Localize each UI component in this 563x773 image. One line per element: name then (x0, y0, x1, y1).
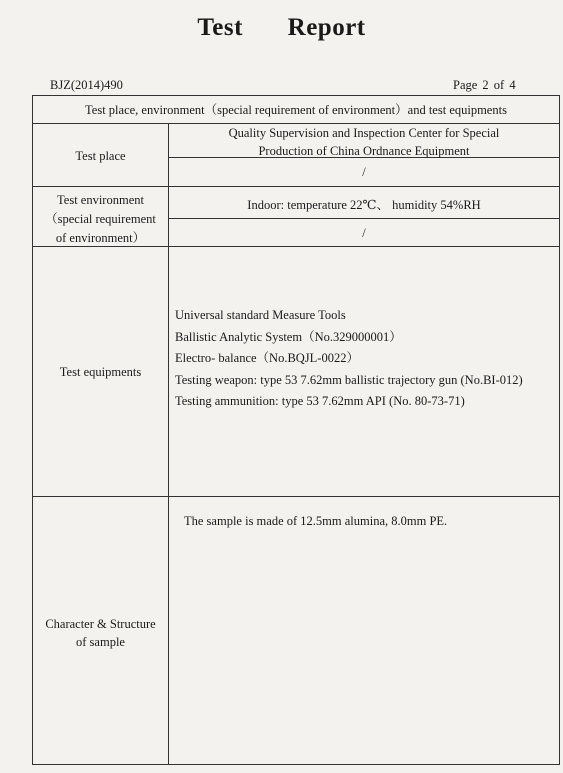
test-place-sub-value: / (362, 165, 366, 179)
test-place-value: Quality Supervision and Inspection Center for Special Production of China Ordnance Equipment (228, 126, 500, 158)
section-header: Test place, environment（special requirement of environment）and test equipments (85, 103, 507, 117)
row-divider (33, 186, 559, 187)
reference-number: BJZ(2014)490 (50, 78, 123, 92)
character-structure-label: Character & Structure of sample (45, 617, 156, 649)
list-item: Ballistic Analytic System（No.329000001） (175, 329, 402, 344)
test-equipments-label: Test equipments (59, 365, 142, 379)
row-divider (33, 496, 559, 497)
report-title: Test Report (197, 14, 366, 41)
sub-row-divider (168, 218, 559, 219)
character-structure-value: The sample is made of 12.5mm alumina, 8.0mm PE. (184, 514, 448, 528)
report-table (32, 95, 560, 765)
list-item: Electro- balance（No.BQJL-0022） (175, 351, 359, 365)
column-divider (168, 123, 169, 764)
test-environment-value: Indoor: temperature 22℃、 humidity 54%RH (247, 198, 481, 212)
test-environment-sub-value: / (362, 226, 366, 240)
test-environment-label: Test environment （special requirement of environment） (45, 193, 156, 245)
list-item: Universal standard Measure Tools (175, 308, 346, 322)
test-place-label: Test place (75, 149, 126, 163)
list-item: Testing ammunition: type 53 7.62mm API (No. 80-73-71) (175, 394, 465, 408)
test-equipments-list (175, 305, 523, 413)
list-item: Testing weapon: type 53 7.62mm ballistic trajectory gun (No.BI-012) (175, 372, 523, 387)
page-indicator: Page 2 of 4 (453, 78, 516, 92)
